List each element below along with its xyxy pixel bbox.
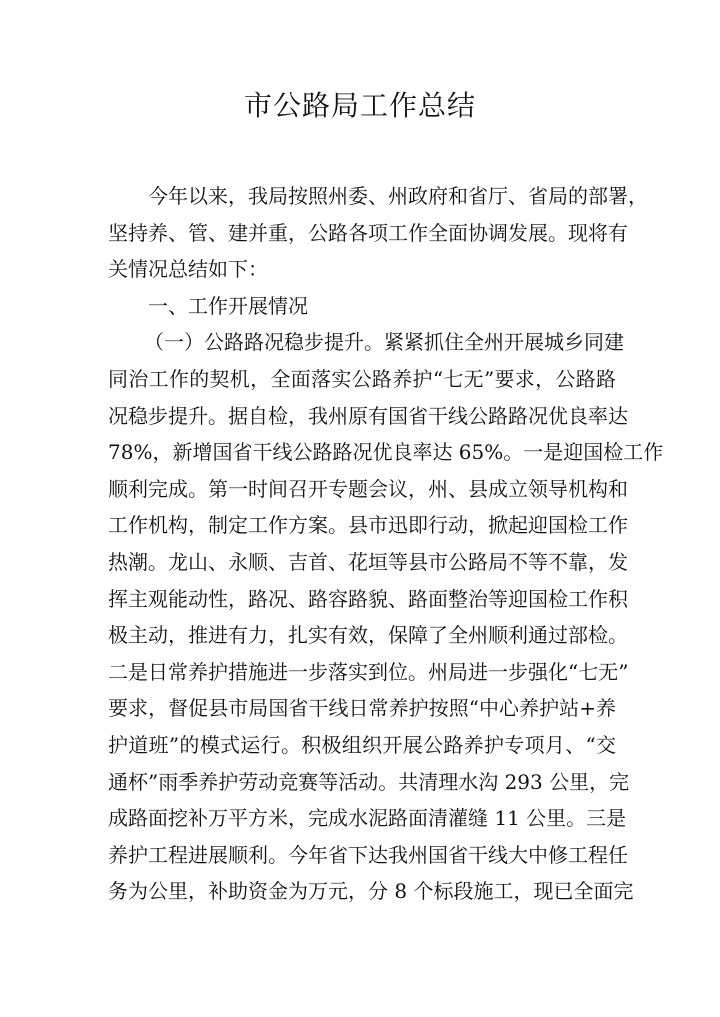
document-title: 市公路局工作总结 (243, 89, 476, 122)
paragraph-line: 坚持养、管、建并重，公路各项工作全面协调发展。现将有 (108, 220, 628, 245)
paragraph-line: 极主动，推进有力，扎实有效，保障了全州顺利通过部检。 (108, 623, 628, 648)
paragraph-line: 要求，督促县市局国省干线日常养护按照“中心养护站+养 (108, 696, 616, 721)
paragraph-line: 今年以来，我局按照州委、州政府和省厅、省局的部署， (148, 184, 648, 208)
section-heading: 一、工作开展情况 (148, 293, 308, 318)
document-body (108, 178, 664, 910)
paragraph-line: 养护工程进展顺利。今年省下达我州国省干线大中修工程任 (108, 842, 628, 867)
paragraph-line: 护道班”的模式运行。积极组织开展公路养护专项月、“交 (108, 732, 616, 757)
paragraph-line: 热潮。龙山、永顺、吉首、花垣等县市公路局不等不靠，发 (108, 549, 628, 574)
paragraph-line: 挥主观能动性，路况、路容路貌、路面整治等迎国检工作积 (108, 586, 628, 611)
paragraph-line: 通杯”雨季养护劳动竞赛等活动。共清理水沟 293 公里，完 (108, 769, 630, 794)
paragraph-line: 顺利完成。第一时间召开专题会议，州、县成立领导机构和 (108, 476, 628, 501)
paragraph-line: 务为公里，补助资金为万元，分 8 个标段施工，现已全面完 (108, 879, 634, 904)
paragraph-line: 同治工作的契机，全面落实公路养护“七无”要求，公路路 (108, 366, 616, 391)
paragraph-line: 成路面挖补万平方米，完成水泥路面清灌缝 11 公里。三是 (108, 806, 627, 831)
paragraph-line: 况稳步提升。据自检，我州原有国省干线公路路况优良率达 (108, 403, 628, 428)
paragraph-line: （一）公路路况稳步提升。紧紧抓住全州开展城乡同建 (144, 330, 624, 355)
paragraph-line: 关情况总结如下： (108, 257, 268, 282)
paragraph-line: 二是日常养护措施进一步落实到位。州局进一步强化“七无” (108, 659, 629, 684)
paragraph-line: 78%，新增国省干线公路路况优良率达 65%。一是迎国检工作 (108, 440, 664, 465)
paragraph-line: 工作机构，制定工作方案。县市迅即行动，掀起迎国检工作 (108, 513, 628, 538)
